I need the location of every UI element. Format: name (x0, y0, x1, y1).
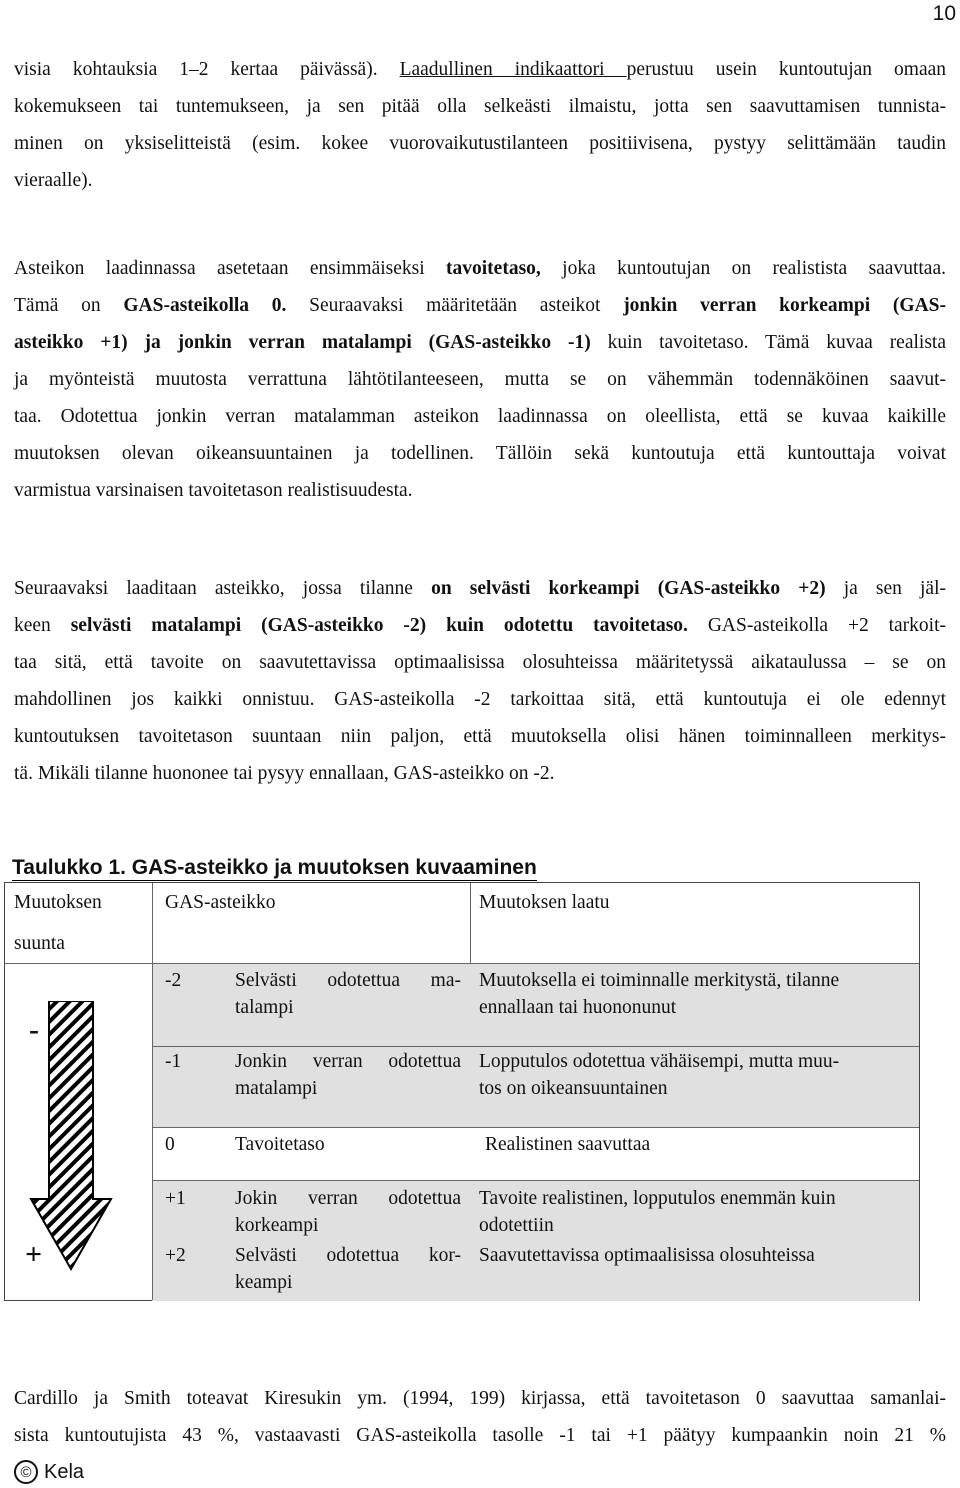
text-line: sista kuntoutujista 43 %, vastaavasti GAS-asteikolla tasolle -1 tai +1 päätyy kumpaankin noin 21 % (14, 1425, 946, 1446)
bold-term: tavoitetaso, (446, 258, 541, 279)
text-run: Asteikon laadinnassa asetetaan ensimmäiseksi (14, 258, 447, 279)
bold-term: (GAS-asteikko -1) (411, 332, 591, 353)
bold-term: jonkin verran matalampi (177, 332, 412, 353)
row-quality (479, 967, 839, 1021)
paragraph-results (14, 1380, 946, 1454)
text-run: keen (14, 615, 71, 636)
text-line: vieraalle). (14, 170, 93, 191)
table-rule (152, 1180, 919, 1181)
desc-line: Jokin verran odotettua (235, 1188, 461, 1209)
desc-line: keampi (235, 1272, 293, 1293)
row-description: Tavoitetaso (235, 1134, 325, 1155)
table-rule (152, 963, 153, 1300)
text-line (14, 287, 946, 324)
quality-line: Muutoksella ei toiminnalle merkitystä, tilanne (479, 970, 840, 991)
minus-sign: - (29, 1013, 39, 1046)
header-text: suunta (14, 933, 65, 954)
page-number: 10 (932, 2, 956, 25)
copyright-text: Kela (44, 1460, 85, 1483)
bold-term: (GAS-asteikko -2) kuin odotettu tavoitetaso. (241, 615, 688, 636)
bold-term: selvästi matalampi (70, 615, 242, 636)
text-line: ja myönteistä muutosta verrattuna lähtötilanteeseen, mutta se on vähemmän todennäköinen saavut- (14, 369, 946, 390)
bold-term: jonkin verran korkeampi (623, 295, 871, 316)
bold-term: (GAS- (870, 295, 947, 316)
desc-line: matalampi (235, 1078, 318, 1099)
text-run: Seuraavaksi laaditaan asteikko, jossa tilanne (14, 578, 432, 599)
text-line (14, 324, 946, 361)
copyright-icon: © (14, 1460, 38, 1484)
paragraph-extreme-levels (14, 570, 946, 792)
bold-term: on selvästi korkeampi (431, 578, 640, 599)
hatched-down-arrow-icon (29, 1001, 113, 1271)
desc-line: Jonkin verran odotettua (235, 1051, 461, 1072)
text-run: kuin tavoitetaso. Tämä kuvaa realista (590, 332, 946, 353)
text-line: Cardillo ja Smith toteavat Kiresukin ym. (1994, 199) kirjassa, että tavoitetason 0 saavuttaa samanlai- (14, 1388, 946, 1409)
header-text: Muutoksen (14, 892, 102, 913)
quality-line: ennallaan tai huononunut (479, 997, 677, 1018)
text-run: visia kohtauksia 1–2 kertaa päivässä). (14, 59, 400, 80)
row-description (235, 1185, 461, 1239)
header-direction (14, 886, 102, 968)
text-run: Tämä on (14, 295, 124, 316)
gas-table (4, 882, 920, 1301)
copyright-notice (14, 1460, 84, 1484)
text-line: taa. Odotettua jonkin verran matalamman asteikon laadinnassa on oleellista, että se kuvaa kaikille (14, 406, 946, 427)
text-line (14, 607, 946, 644)
header-scale: GAS-asteikko (165, 892, 276, 913)
desc-line: Selvästi odotettua kor- (235, 1245, 461, 1266)
row-quality: Saavutettavissa optimaalisissa olosuhteissa (479, 1245, 815, 1266)
row-quality: Realistinen saavuttaa (485, 1134, 651, 1155)
desc-line: Selvästi odotettua ma- (235, 970, 461, 991)
desc-line: talampi (235, 997, 294, 1018)
table-rule (152, 1127, 919, 1128)
paragraph-intro (14, 51, 946, 199)
text-line: minen on yksiselitteistä (esim. kokee vuorovaikutustilanteen positiivisena, pystyy selittämään taudin (14, 133, 946, 154)
bold-term: (GAS-asteikko +2) (639, 578, 826, 599)
row-value: -2 (165, 970, 182, 991)
text-line: varmistua varsinaisen tavoitetason realistisuudesta. (14, 480, 413, 501)
row-value: -1 (165, 1051, 182, 1072)
row-quality (479, 1048, 839, 1102)
text-run: Seuraavaksi määritetään asteikot (286, 295, 624, 316)
desc-line: korkeampi (235, 1215, 319, 1236)
bold-term: GAS-asteikolla 0. (123, 295, 287, 316)
quality-line: Lopputulos odotettua vähäisempi, mutta muu- (479, 1051, 840, 1072)
table-caption: Taulukko 1. GAS-asteikko ja muutoksen kuvaaminen (12, 856, 537, 879)
text-line (14, 570, 946, 607)
text-run: perustuu usein kuntoutujan omaan (626, 59, 947, 80)
text-line: kuntoutuksen tavoitetason suuntaan niin paljon, että muutoksella olisi hänen toiminnalleen merkitys- (14, 726, 946, 747)
quality-line: Tavoite realistinen, lopputulos enemmän kuin (479, 1188, 836, 1209)
table-rule (5, 963, 919, 964)
underlined-term: Laadullinen indikaattori (399, 59, 627, 80)
table-rule (152, 883, 153, 963)
text-line (14, 51, 946, 88)
quality-line: tos on oikeansuuntainen (479, 1078, 668, 1099)
row-quality (479, 1185, 836, 1239)
row-description (235, 1048, 461, 1102)
text-line (14, 250, 946, 287)
text-line: tä. Mikäli tilanne huononee tai pysyy ennallaan, GAS-asteikko on -2. (14, 763, 555, 784)
text-run: joka kuntoutujan on realistista saavuttaa. (540, 258, 946, 279)
table-rule (470, 883, 471, 963)
text-line: mahdollinen jos kaikki onnistuu. GAS-asteikolla -2 tarkoittaa sitä, että kuntoutuja ei ole edennyt (14, 689, 946, 710)
row-value: +2 (165, 1245, 186, 1266)
text-run: ja sen jäl- (825, 578, 946, 599)
bold-term: asteikko +1) (14, 332, 128, 353)
table-rule (152, 1046, 919, 1047)
plus-sign: + (25, 1238, 43, 1271)
row-description (235, 1242, 461, 1296)
text-line: taa sitä, että tavoite on saavutettavissa optimaalisissa olosuhteissa määritetyssä aikataulussa – se on (14, 652, 946, 673)
paragraph-target-level (14, 250, 946, 509)
text-run: GAS-asteikolla +2 tarkoit- (687, 615, 946, 636)
text-line: muutoksen olevan oikeansuuntainen ja todellinen. Tällöin sekä kuntoutuja että kuntouttaja voivat (14, 443, 946, 464)
text-line: kokemukseen tai tuntemukseen, ja sen pitää olla selkeästi ilmaistu, jotta sen saavuttamisen tunnista- (14, 96, 946, 117)
row-value: +1 (165, 1188, 186, 1209)
row-value: 0 (165, 1134, 175, 1155)
row-description (235, 967, 461, 1021)
header-quality: Muutoksen laatu (479, 892, 610, 913)
quality-line: odotettiin (479, 1215, 554, 1236)
bold-term: ja (127, 332, 178, 353)
